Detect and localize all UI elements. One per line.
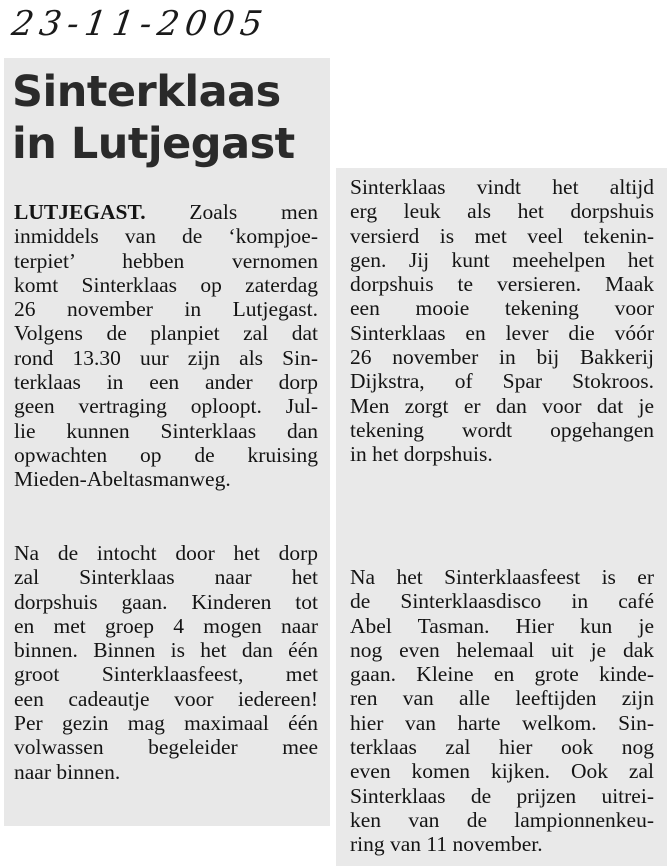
- text-line: gaan. Kleine en grote kinde-: [350, 662, 654, 687]
- text-line: ken van de lampionnenkeu-: [350, 807, 654, 832]
- text-line: Per gezin mag maximaal één: [14, 711, 318, 736]
- text-line: de Sinterklaasdisco in café: [350, 589, 654, 614]
- text-line: Mieden-Abeltasmanweg.: [14, 467, 231, 492]
- text-line: in het dorpshuis.: [350, 442, 493, 467]
- text-line: terpiet’ hebben vernomen: [14, 248, 318, 273]
- text-line: ren van alle leeftijden zijn: [350, 686, 654, 711]
- text-line: rond 13.30 uur zijn als Sin-: [14, 345, 318, 370]
- article-headline: [12, 66, 324, 170]
- text-fragment: Zoals men: [189, 200, 318, 224]
- text-line: binnen. Binnen is het dan één: [14, 638, 318, 663]
- text-line: naar binnen.: [14, 759, 121, 784]
- text-line: erg leuk als het dorpshuis: [350, 199, 654, 224]
- text-line: en met groep 4 mogen naar: [14, 613, 318, 638]
- text-line: tekening wordt opgehangen: [350, 417, 654, 442]
- text-line: nog even helemaal uit je dak: [350, 637, 654, 662]
- text-line: gen. Jij kunt meehelpen het: [350, 247, 654, 272]
- text-line: 26 november in bij Bakkerij: [350, 345, 654, 370]
- text-line: groot Sinterklaasfeest, met: [14, 662, 318, 687]
- handwritten-date: 23-11-2005: [9, 4, 271, 44]
- dateline: LUTJEGAST.: [14, 200, 146, 224]
- left-paragraph-1: [14, 200, 318, 492]
- text-line: versierd is met veel tekenin-: [350, 223, 654, 248]
- text-line: een cadeautje voor iedereen!: [14, 686, 318, 711]
- text-line: zal Sinterklaas naar het: [14, 565, 318, 590]
- text-line: Sinterklaas en lever die vóór: [350, 320, 654, 345]
- text-line: ring van 11 november.: [350, 832, 543, 857]
- headline-line-2: in Lutjegast: [12, 119, 295, 169]
- text-line: Sinterklaas vindt het altijd: [350, 175, 654, 199]
- text-line: een mooie tekening voor: [350, 296, 654, 321]
- text-line: komt Sinterklaas op zaterdag: [14, 272, 318, 297]
- text-line: lie kunnen Sinterklaas dan: [14, 418, 318, 443]
- text-line: hier van harte welkom. Sin-: [350, 710, 654, 735]
- text-line: Abel Tasman. Hier kun je: [350, 613, 654, 638]
- text-line: volwassen begeleider mee: [14, 735, 318, 760]
- text-line: terklaas in een ander dorp: [14, 370, 318, 395]
- text-line: Na de intocht door het dorp: [14, 541, 318, 565]
- text-line: Sinterklaas de prijzen uitrei-: [350, 783, 654, 808]
- text-line: Na het Sinterklaasfeest is er: [350, 565, 654, 589]
- text-line: opwachten op de kruising: [14, 442, 318, 467]
- text-line: even komen kijken. Ook zal: [350, 759, 654, 784]
- text-line: inmiddels van de ‘kompjoe-: [14, 224, 318, 249]
- text-line: Dijkstra, of Spar Stokroos.: [350, 369, 654, 394]
- right-paragraph-1: [350, 175, 654, 467]
- headline-line-1: Sinterklaas: [12, 67, 281, 117]
- text-line: geen vertraging oploopt. Jul-: [14, 394, 318, 419]
- text-line: dorpshuis te versieren. Maak: [350, 272, 654, 297]
- text-line: Men zorgt er dan voor dat je: [350, 393, 654, 418]
- text-line: 26 november in Lutjegast.: [14, 297, 318, 322]
- left-paragraph-2: [14, 541, 318, 784]
- right-paragraph-2: [350, 565, 654, 857]
- text-line: Volgens de planpiet zal dat: [14, 321, 318, 346]
- text-line: terklaas zal hier ook nog: [350, 735, 654, 760]
- text-line: [14, 200, 318, 224]
- text-line: dorpshuis gaan. Kinderen tot: [14, 589, 318, 614]
